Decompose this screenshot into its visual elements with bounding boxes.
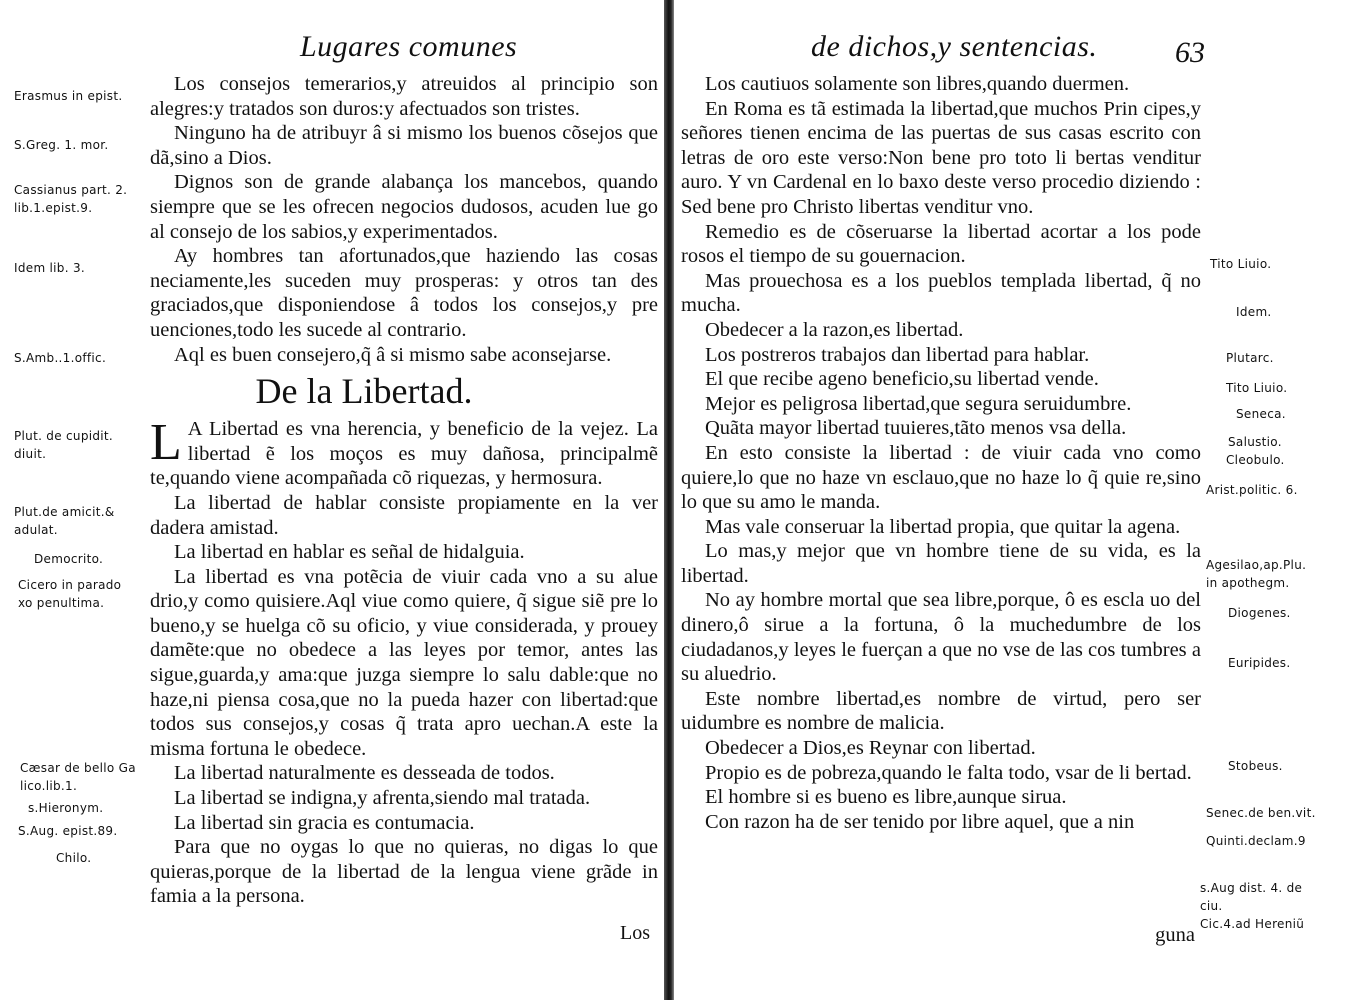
right-page: [676, 0, 1345, 1000]
margin-note: ciu.: [1200, 899, 1223, 913]
paragraph: Lo mas,y mejor que vn hombre tiene de su vida, es la libertad.: [681, 540, 1201, 587]
left-text-column: [150, 72, 658, 909]
margin-note: Seneca.: [1236, 407, 1286, 421]
book-gutter: [664, 0, 674, 1000]
margin-note: Idem lib. 3.: [14, 261, 86, 275]
margin-note: Cæsar de bello Ga: [20, 761, 136, 775]
paragraph: Dignos son de grande alabança los mancebos, quando siempre que se les ofrecen negocios dudosos, acuden lue go al consejo de los sabios,y experimentados.: [150, 171, 658, 243]
paragraph: Ay hombres tan afortunados,que haziendo las cosas neciamente,les suceden muy prosperas: y otros tan des graciados,que disponiendose â todos los consejos,y pre uenciones,todo les sucede al contrario.: [150, 245, 658, 341]
margin-note: Cassianus part. 2.: [14, 183, 128, 197]
margin-note: s.Aug dist. 4. de: [1200, 881, 1303, 895]
paragraph: Con razon ha de ser tenido por libre aquel, que a nin: [705, 810, 1135, 833]
margin-note: S.Aug. epist.89.: [18, 824, 118, 838]
margin-note: Quinti.declam.9: [1206, 834, 1306, 848]
paragraph: Obedecer a Dios,es Reynar con libertad.: [705, 737, 1036, 760]
margin-note: Diogenes.: [1228, 606, 1291, 620]
paragraph: Este nombre libertad,es nombre de virtud, pero ser uidumbre es nombre de malicia.: [681, 687, 1201, 735]
running-head-left: Lugares comunes: [300, 30, 518, 63]
page-number: 63: [1175, 36, 1205, 69]
margin-note: Chilo.: [56, 851, 92, 865]
margin-note: Senec.de ben.vit.: [1206, 806, 1316, 820]
paragraph: La libertad es vna potẽcia de viuir cada vno a su alue drio,y como quisiere.Aql viue como quiere, q̃ sigue siẽ pre lo bueno,y se huelga cõ su oficio, y viue considerada, y prouey damẽte:que no obedece a las leyes por temor, antes las sigue,guarda,y ama:que juzga siempre lo salu dable:que no haze,ni piensa cosa,que no la pueda hazer con libertad:que todos sus consejos,y cosas q̃ trata apro uechan.A este la misma fortuna le obedece.: [150, 565, 658, 760]
margin-note: Stobeus.: [1228, 759, 1283, 773]
first-paragraph: [150, 414, 658, 491]
paragraph: La libertad en hablar es señal de hidalguia.: [174, 541, 525, 564]
margin-note: adulat.: [14, 523, 58, 537]
paragraph: Los postreros trabajos dan libertad para hablar.: [705, 343, 1090, 366]
section-title: De la Libertad.: [255, 371, 473, 412]
running-head-right: de dichos,y sentencias.: [811, 30, 1098, 63]
paragraph: Obedecer a la razon,es libertad.: [705, 318, 964, 341]
left-page: [0, 0, 668, 1000]
paragraph: Mejor es peligrosa libertad,que segura seruidumbre.: [705, 392, 1132, 415]
catchword-left: Los: [620, 922, 650, 944]
right-text-column: [681, 72, 1201, 834]
margin-note: Agesilao,ap.Plu.: [1206, 558, 1307, 572]
margin-note: Salustio.: [1228, 435, 1282, 449]
paragraph: Los cautiuos solamente son libres,quando duermen.: [705, 73, 1130, 95]
first-paragraph-text: A Libertad es vna herencia, y beneficio de la vejez. La libertad ẽ los moços es muy dañosa, principalmẽ te,quando viene acompañada cõ riquezas, y hermosura.: [150, 418, 658, 490]
margin-note: in apothegm.: [1206, 576, 1290, 590]
margin-note: lico.lib.1.: [20, 779, 78, 793]
margin-note: Plutarc.: [1226, 351, 1274, 365]
paragraph: La libertad sin gracia es contumacia.: [174, 811, 475, 834]
paragraph: Ninguno ha de atribuyr â si mismo los buenos cõsejos que dã,sino a Dios.: [150, 122, 658, 169]
margin-note: lib.1.epist.9.: [14, 201, 93, 215]
paragraph: Quãta mayor libertad tuuieres,tãto menos vsa della.: [705, 417, 1127, 440]
paragraph: Remedio es de cõseruarse la libertad acortar a los pode rosos el tiempo de su gouernacion.: [681, 220, 1201, 268]
paragraph: Los consejos temerarios,y atreuidos al principio son alegres:y tratados son duros:y afectuados son tristes.: [150, 73, 658, 120]
paragraph: Propio es de pobreza,quando le falta todo, vsar de li bertad.: [705, 761, 1192, 784]
paragraph: En esto consiste la libertad : de viuir cada vno como quiere,lo que no haze vn esclauo,que no haze lo q̃ quie re,sino lo que su amo le manda.: [681, 441, 1201, 514]
margin-note: S.Amb..1.offic.: [14, 351, 107, 365]
margin-note: Cleobulo.: [1226, 453, 1285, 467]
paragraph: La libertad se indigna,y afrenta,siendo mal tratada.: [174, 787, 591, 810]
paragraph: El hombre si es bueno es libre,aunque sirua.: [705, 786, 1067, 809]
margin-note: Cic.4.ad Hereniũ: [1200, 917, 1305, 931]
margin-note: s.Hieronym.: [28, 801, 104, 815]
paragraph: Mas prouechosa es a los pueblos templada libertad, q̃ no mucha.: [681, 269, 1201, 317]
paragraph: Aql es buen consejero,q̃ â si mismo sabe aconsejarse.: [174, 343, 612, 366]
margin-note: Erasmus in epist.: [14, 89, 123, 103]
paragraph: Mas vale conseruar la libertad propia, que quitar la agena.: [705, 515, 1181, 538]
paragraph: Para que no oygas lo que no quieras, no digas lo que quieras,porque de la libertad de la lengua viene grãde in famia a la persona.: [150, 836, 658, 908]
margin-note: Plut. de cupidit.: [14, 429, 114, 443]
margin-note: Tito Liuio.: [1226, 381, 1288, 395]
margin-note: Democrito.: [34, 552, 104, 566]
paragraph: El que recibe ageno beneficio,su libertad vende.: [705, 368, 1099, 391]
margin-note: Euripides.: [1228, 656, 1291, 670]
paragraph: En Roma es tã estimada la libertad,que muchos Prin cipes,y señores tienen encima de las puertas de sus casas escrito con letras de oro este verso:Non bene pro toto li bertas venditur auro. Y vn Cardenal en lo baxo deste verso procedio diziendo : Sed bene pro Christo libertas venditur vno.: [681, 97, 1201, 218]
margin-note: xo penultima.: [18, 596, 105, 610]
paragraph: La libertad de hablar consiste propiamente en la ver dadera amistad.: [150, 491, 658, 539]
paragraph: La libertad naturalmente es desseada de todos.: [174, 762, 555, 785]
margin-note: Plut.de amicit.&: [14, 505, 115, 519]
margin-note: S.Greg. 1. mor.: [14, 138, 109, 152]
paragraph: No ay hombre mortal que sea libre,porque, ô es escla uo del dinero,ô sirue a la fortuna, ô la muchedumbre de los ciudadanos,y leyes le fuerçan a que no vse de las cos tumbres a su aluedrio.: [681, 589, 1201, 686]
margin-note: diuit.: [14, 447, 47, 461]
margin-note: Tito Liuio.: [1210, 257, 1272, 271]
margin-note: Cicero in parado: [18, 578, 122, 592]
catchword-right: guna: [1155, 924, 1195, 946]
margin-note: Arist.politic. 6.: [1206, 483, 1298, 497]
margin-note: Idem.: [1236, 305, 1272, 319]
drop-cap: L: [150, 414, 182, 472]
